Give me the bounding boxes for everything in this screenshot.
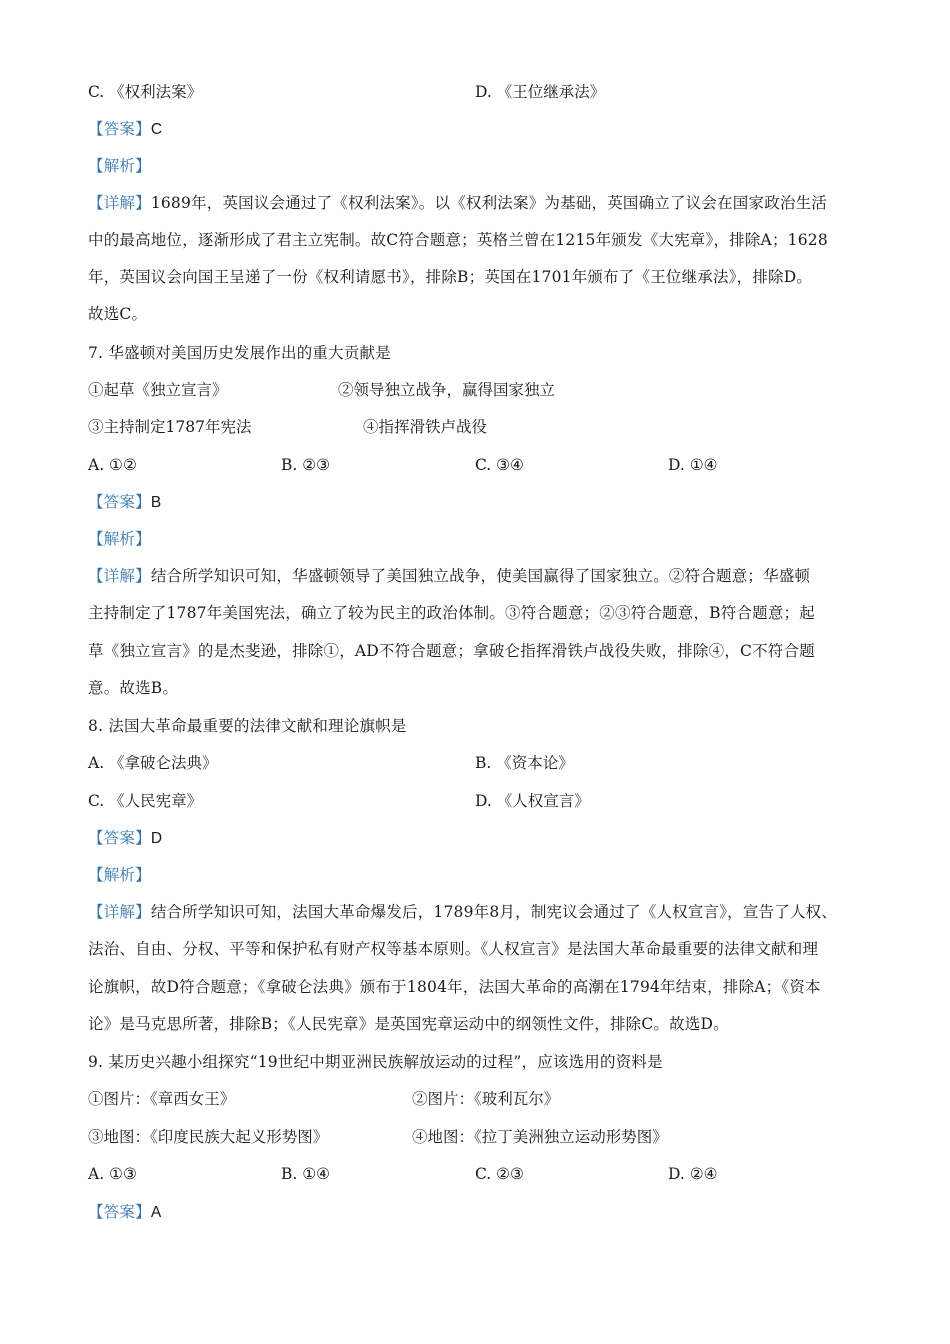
q8-stem: 8. 法国大革命最重要的法律文献和理论旗帜是 (88, 717, 407, 735)
answer-tag: 【答案】 (88, 120, 151, 138)
detail-tag: 【详解】 (88, 567, 151, 585)
q6-option-c: C. 《权利法案》 (88, 83, 203, 101)
answer-value: C (150, 121, 163, 138)
q6-answer (88, 119, 162, 140)
answer-tag: 【答案】 (88, 1203, 151, 1221)
q7-item-4: ④指挥滑铁卢战役 (363, 418, 488, 436)
q9-option-b: B. ①④ (281, 1165, 331, 1183)
q6-option-d: D. 《王位继承法》 (475, 83, 606, 101)
q9-answer (88, 1202, 161, 1223)
answer-tag: 【答案】 (88, 829, 151, 847)
q6-analysis-tag: 【解析】 (88, 157, 151, 175)
q8-detail-line: 【详解】结合所学知识可知，法国大革命爆发后，1789年8月，制宪议会通过了《人权宣言》，宣告了人权、 (88, 903, 838, 921)
q6-detail-line: 中的最高地位，逐渐形成了君主立宪制。故C符合题意；英格兰曾在1215年颁发《大宪章》，排除A；1628 (88, 231, 828, 249)
q9-item-1: ①图片：《章西女王》 (88, 1090, 236, 1108)
q7-detail-line: 主持制定了1787年美国宪法，确立了较为民主的政治体制。③符合题意；②③符合题意，B符合题意；起 (88, 604, 815, 622)
q7-analysis-tag: 【解析】 (88, 530, 151, 548)
q7-answer (88, 492, 161, 513)
q9-item-4: ④地图：《拉丁美洲独立运动形势图》 (412, 1128, 668, 1146)
q7-item-2: ②领导独立战争，赢得国家独立 (338, 381, 556, 399)
answer-tag: 【答案】 (88, 493, 151, 511)
q8-analysis-tag: 【解析】 (88, 866, 151, 884)
detail-tag: 【详解】 (88, 194, 151, 212)
q8-detail-line: 法治、自由、分权、平等和保护私有财产权等基本原则。《人权宣言》是法国大革命最重要的法律文献和理 (88, 940, 819, 958)
q7-stem: 7. 华盛顿对美国历史发展作出的重大贡献是 (88, 344, 391, 362)
answer-value: A (150, 1204, 162, 1221)
q7-detail-line: 【详解】结合所学知识可知，华盛顿领导了美国独立战争，使美国赢得了国家独立。②符合题意；华盛顿 (88, 567, 811, 585)
q9-stem: 9. 某历史兴趣小组探究“19世纪中期亚洲民族解放运动的过程”，应该选用的资料是 (88, 1053, 663, 1071)
q6-detail-line: 故选C。 (88, 305, 148, 323)
q8-option-c: C. 《人民宪章》 (88, 792, 203, 810)
q8-option-b: B. 《资本论》 (475, 754, 574, 772)
q8-option-d: D. 《人权宣言》 (475, 792, 590, 810)
q7-item-1: ①起草《独立宣言》 (88, 381, 228, 399)
q8-detail-line: 论》是马克思所著，排除B；《人民宪章》是英国宪章运动中的纲领性文件，排除C。故选D。 (88, 1015, 729, 1033)
q7-item-3: ③主持制定1787年宪法 (88, 418, 252, 436)
detail-tag: 【详解】 (88, 903, 151, 921)
q9-option-d: D. ②④ (668, 1165, 718, 1183)
q6-detail-line: 【详解】1689年，英国议会通过了《权利法案》。以《权利法案》为基础，英国确立了议会在国家政治生活 (88, 194, 828, 212)
q9-option-a: A. ①③ (88, 1165, 137, 1183)
q7-option-a: A. ①② (88, 456, 137, 474)
q9-option-c: C. ②③ (475, 1165, 524, 1183)
q9-item-2: ②图片：《玻利瓦尔》 (412, 1090, 560, 1108)
answer-value: B (150, 494, 162, 511)
q7-option-d: D. ①④ (668, 456, 718, 474)
q7-option-c: C. ③④ (475, 456, 524, 474)
q7-detail-line: 意。故选B。 (88, 679, 179, 697)
q7-detail-line: 草《独立宣言》的是杰斐逊，排除①，AD不符合题意；拿破仑指挥滑铁卢战役失败，排除④，C不符合题 (88, 642, 815, 660)
q7-option-b: B. ②③ (281, 456, 331, 474)
q8-option-a: A. 《拿破仑法典》 (88, 754, 218, 772)
q9-item-3: ③地图：《印度民族大起义形势图》 (88, 1128, 329, 1146)
q8-answer (88, 828, 162, 849)
q8-detail-line: 论旗帜，故D符合题意；《拿破仑法典》颁布于1804年，法国大革命的高潮在1794年结束，排除A；《资本 (88, 978, 821, 996)
answer-value: D (150, 830, 163, 847)
q6-detail-line: 年，英国议会向国王呈递了一份《权利请愿书》，排除B；英国在1701年颁布了《王位继承法》，排除D。 (88, 268, 813, 286)
